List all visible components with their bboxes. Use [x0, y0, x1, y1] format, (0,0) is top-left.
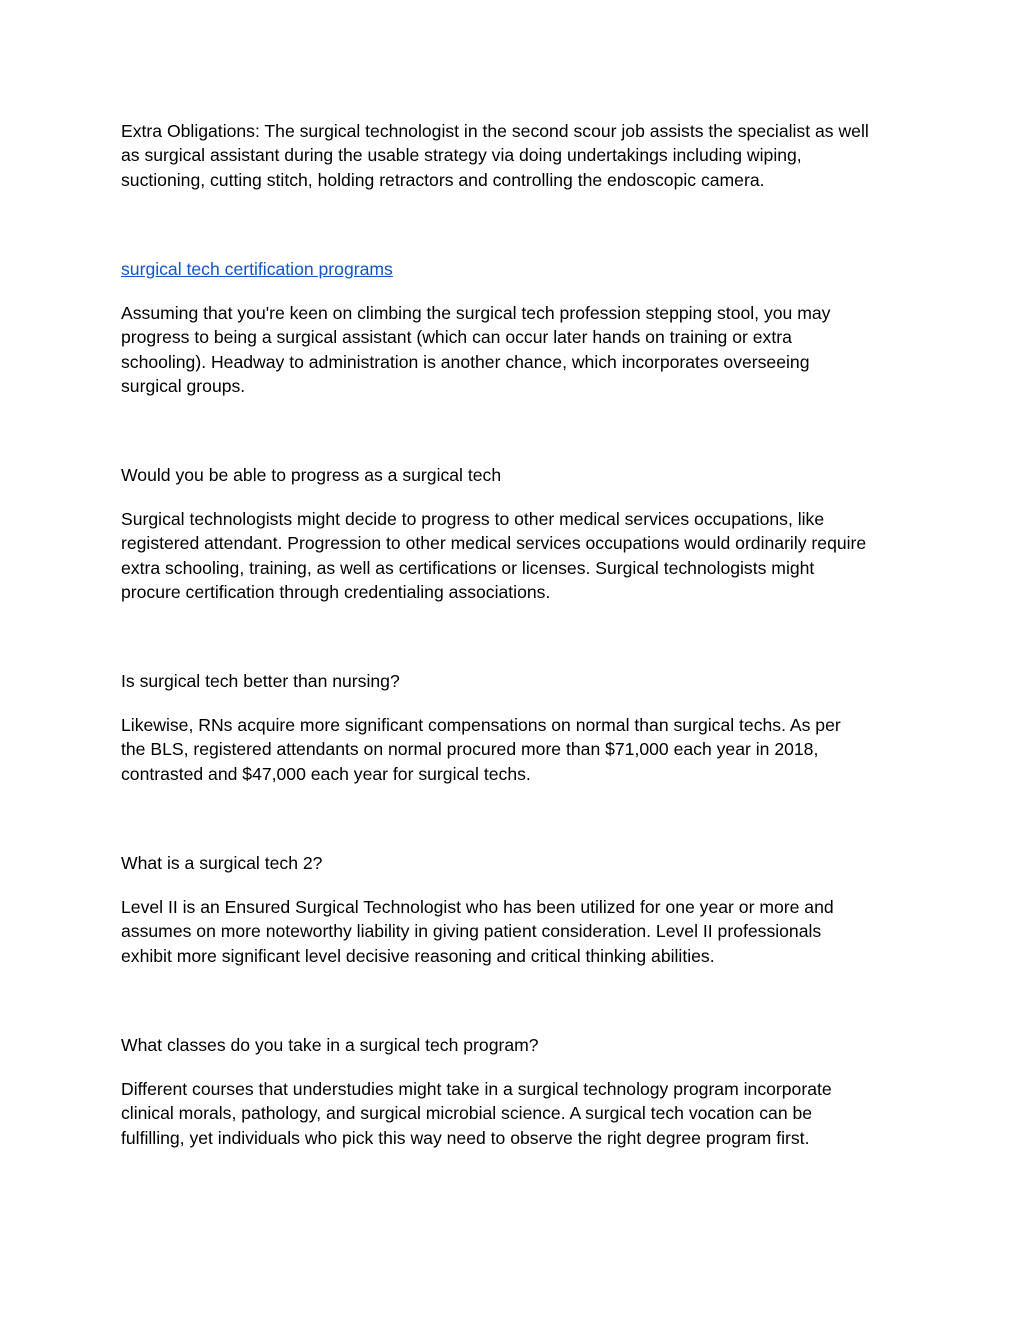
- heading-progress: [121, 463, 911, 487]
- text-line: surgical groups.: [121, 375, 246, 396]
- text-line: the BLS, registered attendants on normal procured more than $71,000 each year in 2018,: [121, 739, 819, 760]
- text-line: Likewise, RNs acquire more significant compensations on normal than surgical techs. As per: [121, 715, 841, 735]
- text-line: suctioning, cutting stitch, holding retractors and controlling the endoscopic camera.: [121, 169, 765, 190]
- paragraph-progression: [121, 507, 911, 604]
- text-line: Extra Obligations: The surgical technologist in the second scour job assists the specialist as well: [121, 121, 869, 141]
- link-paragraph: [121, 257, 911, 281]
- text-line: progress to being a surgical assistant (which can occur later hands on training or extra: [121, 327, 792, 348]
- text-line: Surgical technologists might decide to progress to other medical services occupations, like: [121, 509, 825, 529]
- heading-nursing: [121, 669, 911, 693]
- paragraph-career-ladder: [121, 301, 911, 398]
- text-line: Different courses that understudies might take in a surgical technology program incorporate: [121, 1079, 832, 1099]
- heading-classes: [121, 1033, 911, 1057]
- text-line: registered attendant. Progression to other medical services occupations would ordinarily require: [121, 533, 867, 554]
- heading-text: Would you be able to progress as a surgical tech: [121, 465, 502, 485]
- text-line: exhibit more significant level decisive reasoning and critical thinking abilities.: [121, 945, 715, 966]
- text-line: clinical morals, pathology, and surgical microbial science. A surgical tech vocation can be: [121, 1103, 813, 1124]
- text-line: schooling). Headway to administration is another chance, which incorporates overseeing: [121, 351, 810, 372]
- text-line: as surgical assistant during the usable strategy via doing undertakings including wiping,: [121, 145, 802, 166]
- text-line: Level II is an Ensured Surgical Technologist who has been utilized for one year or more and: [121, 897, 834, 917]
- heading-text: What classes do you take in a surgical tech program?: [121, 1035, 539, 1055]
- paragraph-level-ii: [121, 895, 911, 968]
- text-line: fulfilling, yet individuals who pick this way need to observe the right degree program first.: [121, 1127, 810, 1148]
- text-line: contrasted and $47,000 each year for surgical techs.: [121, 763, 531, 784]
- paragraph-courses: [121, 1077, 911, 1150]
- text-line: Assuming that you're keen on climbing the surgical tech profession stepping stool, you may: [121, 303, 831, 323]
- heading-text: What is a surgical tech 2?: [121, 853, 323, 873]
- heading-surgical-tech-2: [121, 851, 911, 875]
- text-line: assumes on more noteworthy liability in giving patient consideration. Level II professionals: [121, 921, 822, 942]
- paragraph-extra-obligations: [121, 119, 911, 192]
- text-line: procure certification through credentialing associations.: [121, 581, 551, 602]
- certification-programs-link[interactable]: surgical tech certification programs: [121, 259, 393, 279]
- paragraph-compensation: [121, 713, 911, 786]
- heading-text: Is surgical tech better than nursing?: [121, 671, 400, 691]
- text-line: extra schooling, training, as well as certifications or licenses. Surgical technologists might: [121, 557, 815, 578]
